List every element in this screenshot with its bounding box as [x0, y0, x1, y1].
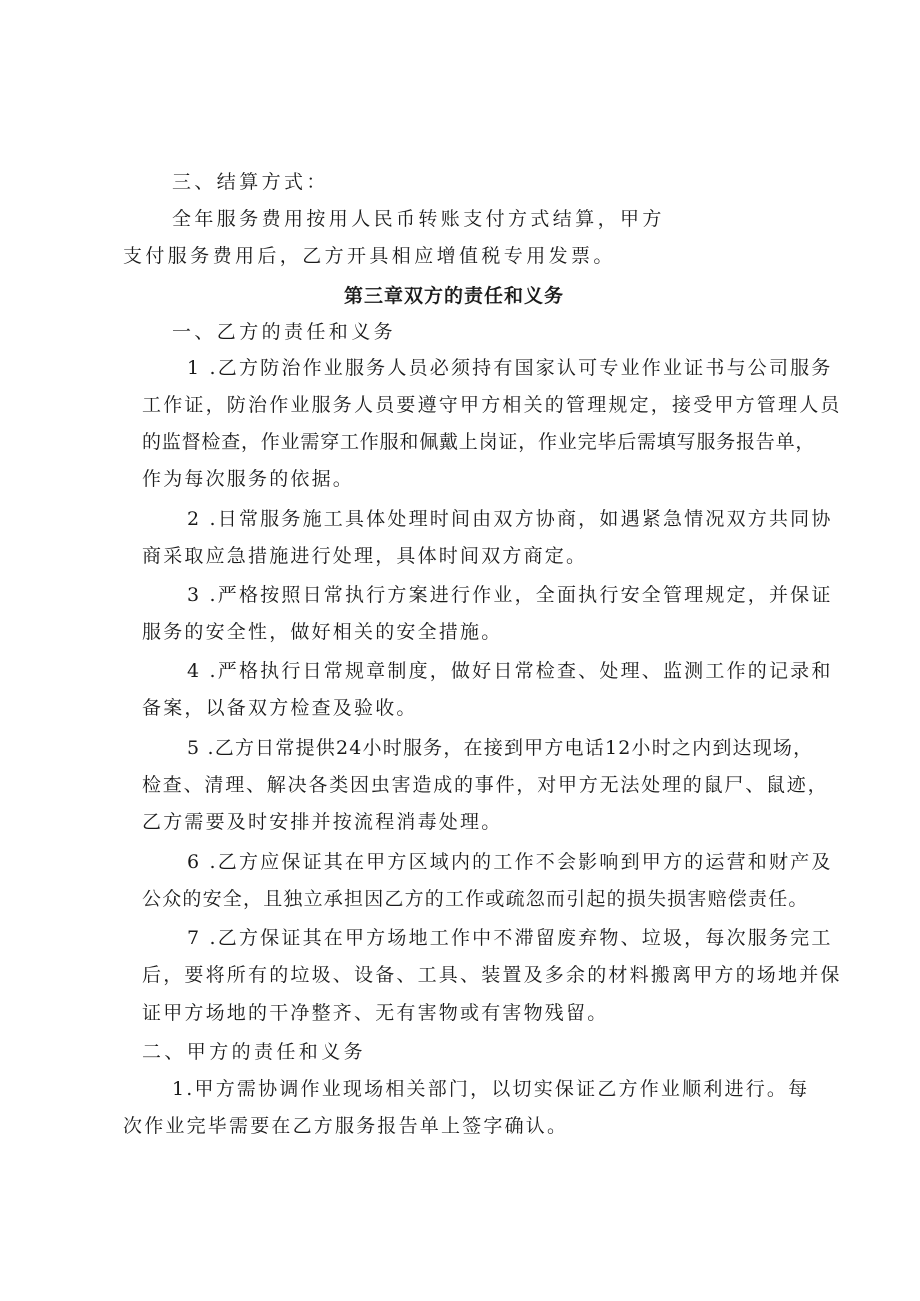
party-b-item-3: 3 .严格按照日常执行方案进行作业，全面执行安全管理规定，并保证: [187, 584, 833, 606]
party-b-item-1: 的监督检查，作业需穿工作服和佩戴上岗证，作业完毕后需填写服务报告单，: [142, 431, 816, 453]
party-b-item-5: 乙方需要及时安排并按流程消毒处理。: [142, 811, 503, 833]
party-b-item-7: 后，要将所有的垃圾、设备、工具、装置及多余的材料搬离甲方的场地并保: [142, 964, 842, 986]
settlement-line: 支付服务费用后，乙方开具相应增值税专用发票。: [123, 245, 616, 267]
party-b-item-1: 1 .乙方防治作业服务人员必须持有国家认可专业作业证书与公司服务: [187, 357, 833, 379]
party-b-item-2: 2 .日常服务施工具体处理时间由双方协商，如遇紧急情况双方共同协: [187, 508, 833, 530]
settlement-heading: 三、结算方式：: [172, 171, 329, 193]
chapter-title: 第三章双方的责任和义务: [344, 285, 565, 307]
party-a-item-1: 1.甲方需协调作业现场相关部门，以切实保证乙方作业顺利进行。每: [172, 1078, 810, 1100]
party-b-item-3: 服务的安全性，做好相关的安全措施。: [142, 621, 503, 643]
party-b-item-1: 作为每次服务的依据。: [142, 468, 355, 490]
party-b-item-1: 工作证，防治作业服务人员要遵守甲方相关的管理规定，接受甲方管理人员: [142, 394, 842, 416]
party-b-item-6: 公众的安全，且独立承担因乙方的工作或疏忽而引起的损失损害赔偿责任。: [142, 888, 809, 910]
party-a-item-1: 次作业完毕需要在乙方服务报告单上签字确认。: [123, 1115, 569, 1137]
party-b-item-7: 7 .乙方保证其在甲方场地工作中不滞留废弃物、垃圾，每次服务完工: [187, 927, 833, 949]
party-b-heading: 一、乙方的责任和义务: [172, 321, 397, 343]
party-a-heading: 二、甲方的责任和义务: [142, 1041, 367, 1063]
party-b-item-2: 商采取应急措施进行处理，具体时间双方商定。: [142, 545, 588, 567]
party-b-item-5: 检查、清理、解决各类因虫害造成的事件，对甲方无法处理的鼠尸、鼠迹，: [142, 774, 829, 796]
party-b-item-7: 证甲方场地的干净整齐、无有害物或有害物残留。: [142, 1002, 609, 1024]
party-b-item-4: 4 .严格执行日常规章制度，做好日常检查、处理、监测工作的记录和: [187, 660, 833, 682]
party-b-item-5: 5 .乙方日常提供24小时服务，在接到甲方电话12小时之内到达现场，: [187, 737, 814, 759]
party-b-item-6: 6 .乙方应保证其在甲方区域内的工作不会影响到甲方的运营和财产及: [187, 851, 833, 873]
settlement-line: 全年服务费用按用人民币转账支付方式结算，甲方: [172, 208, 665, 230]
party-b-item-4: 备案，以备双方检查及验收。: [142, 697, 418, 719]
